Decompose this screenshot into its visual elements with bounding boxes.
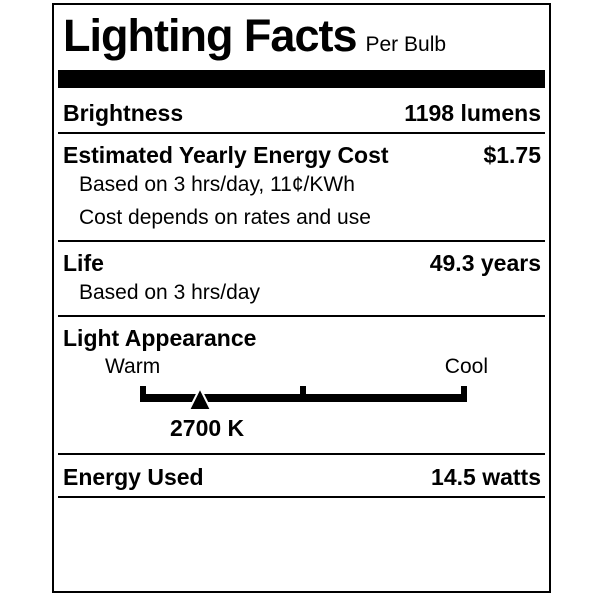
- label-subtitle: Per Bulb: [365, 33, 447, 56]
- energy-cost-label: Estimated Yearly Energy Cost: [63, 142, 389, 168]
- title-row: [58, 5, 545, 70]
- heavy-divider-bar: [58, 70, 545, 88]
- energy-cost-row: [58, 134, 545, 168]
- life-value: 49.3 years: [429, 250, 541, 276]
- light-appearance-label: Light Appearance: [63, 325, 257, 351]
- light-appearance-heading: [58, 317, 545, 351]
- lighting-facts-label: [52, 3, 551, 593]
- energy-used-label: Energy Used: [63, 464, 204, 490]
- light-appearance-section: [58, 317, 545, 455]
- cool-label: Cool: [444, 355, 488, 378]
- color-temp-value: 2700 K: [170, 415, 245, 441]
- life-note-basis: Based on 3 hrs/day: [79, 281, 260, 304]
- color-temperature-scale: [58, 383, 545, 413]
- life-label: Life: [63, 250, 104, 276]
- label-title: Lighting Facts: [63, 10, 357, 61]
- brightness-row: [58, 88, 545, 134]
- energy-cost-value: $1.75: [483, 142, 541, 168]
- color-temp-marker: [188, 387, 212, 411]
- scale-labels: [58, 351, 545, 383]
- brightness-value: 1198 lumens: [404, 100, 541, 126]
- energy-used-row: [58, 455, 545, 498]
- triangle-icon: [189, 388, 211, 410]
- life-row: [58, 242, 545, 276]
- energy-cost-section: [58, 134, 545, 242]
- life-section: [58, 242, 545, 317]
- brightness-label: Brightness: [63, 100, 184, 126]
- energy-used-value: 14.5 watts: [431, 464, 541, 490]
- warm-label: Warm: [105, 355, 161, 378]
- energy-cost-note-disclaimer: Cost depends on rates and use: [79, 206, 371, 229]
- energy-cost-note-basis: Based on 3 hrs/day, 11¢/KWh: [79, 173, 355, 196]
